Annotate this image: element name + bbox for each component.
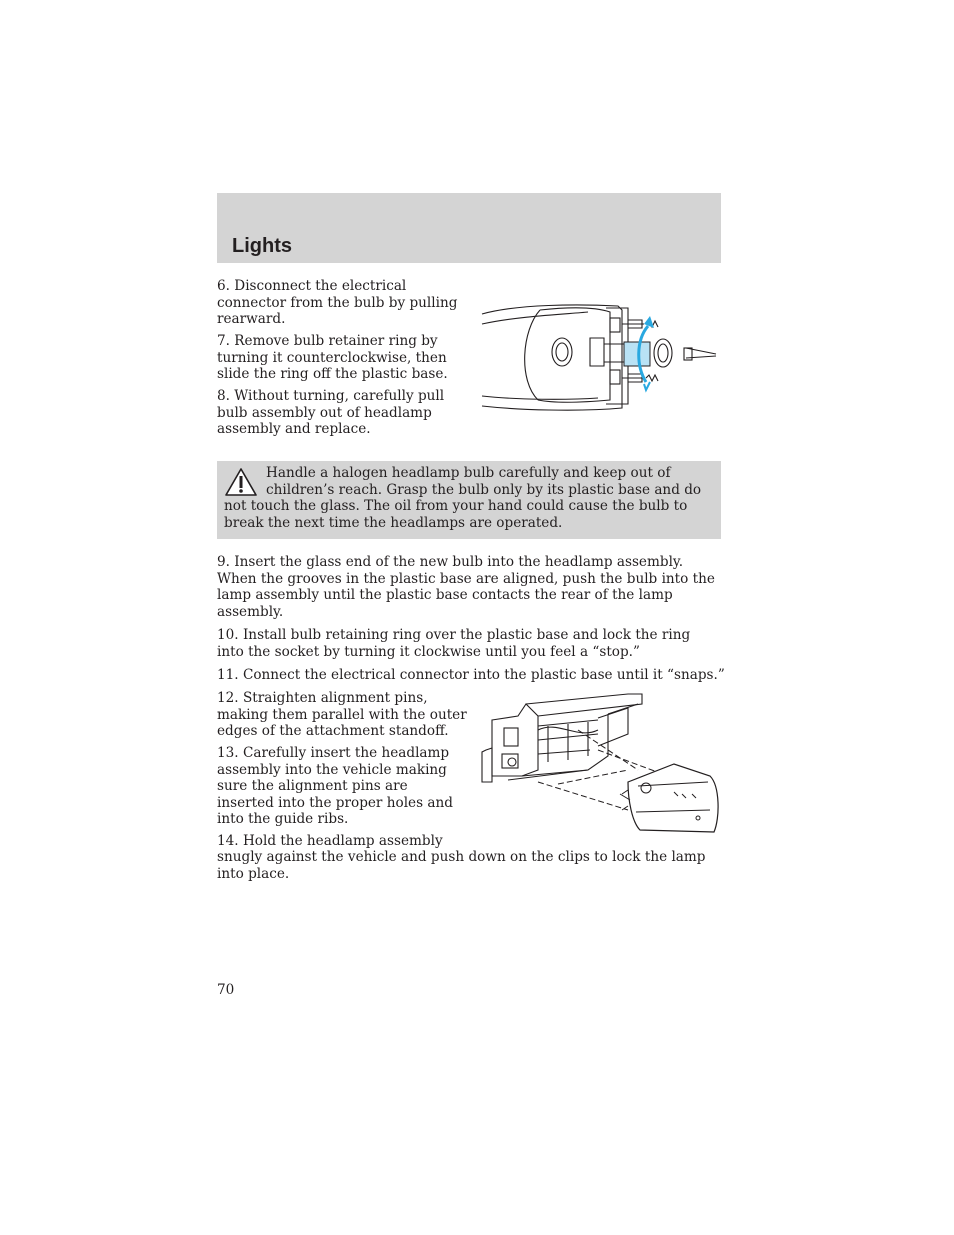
warning-box xyxy=(217,461,721,539)
step-14-line1: 14. Hold the headlamp assembly xyxy=(217,833,443,849)
step-8: 8. Without turning, carefully pull bulb assembly out of headlamp assembly and replace. xyxy=(217,388,445,437)
step-10: 10. Install bulb retaining ring over the plastic base and lock the ring into the socket by turning it clockwise until you feel a “stop.” xyxy=(217,627,691,660)
step-14-rest: snugly against the vehicle and push down on the clips to lock the lamp into place. xyxy=(217,849,706,882)
section-title: Lights xyxy=(232,235,292,257)
step-13: 13. Carefully insert the headlamp assembly into the vehicle making sure the alignment pins are inserted into the proper holes and into the guide ribs. xyxy=(217,745,453,827)
step-6: 6. Disconnect the electrical connector from the bulb by pulling rearward. xyxy=(217,278,458,327)
section-header xyxy=(217,193,721,263)
step-7: 7. Remove bulb retainer ring by turning it counterclockwise, then slide the ring off the plastic base. xyxy=(217,333,448,382)
step-12: 12. Straighten alignment pins, making them parallel with the outer edges of the attachment standoff. xyxy=(217,690,467,739)
warning-text: Handle a halogen headlamp bulb carefully and keep out of children’s reach. Grasp the bulb only by its plastic base and do not touch the glass. The oil from your hand could cause the bulb to break the next time the headlamps are operated. xyxy=(224,465,702,531)
step-11: 11. Connect the electrical connector into the plastic base until it “snaps.” xyxy=(217,667,725,683)
bulb-removal-illustration xyxy=(478,300,720,415)
step-9: 9. Insert the glass end of the new bulb into the headlamp assembly. When the grooves in the plastic base are aligned, push the bulb into the lamp assembly until the plastic base contacts the rear of the lamp assembly. xyxy=(217,554,715,620)
page-number: 70 xyxy=(217,982,235,998)
headlamp-install-illustration xyxy=(478,690,722,835)
